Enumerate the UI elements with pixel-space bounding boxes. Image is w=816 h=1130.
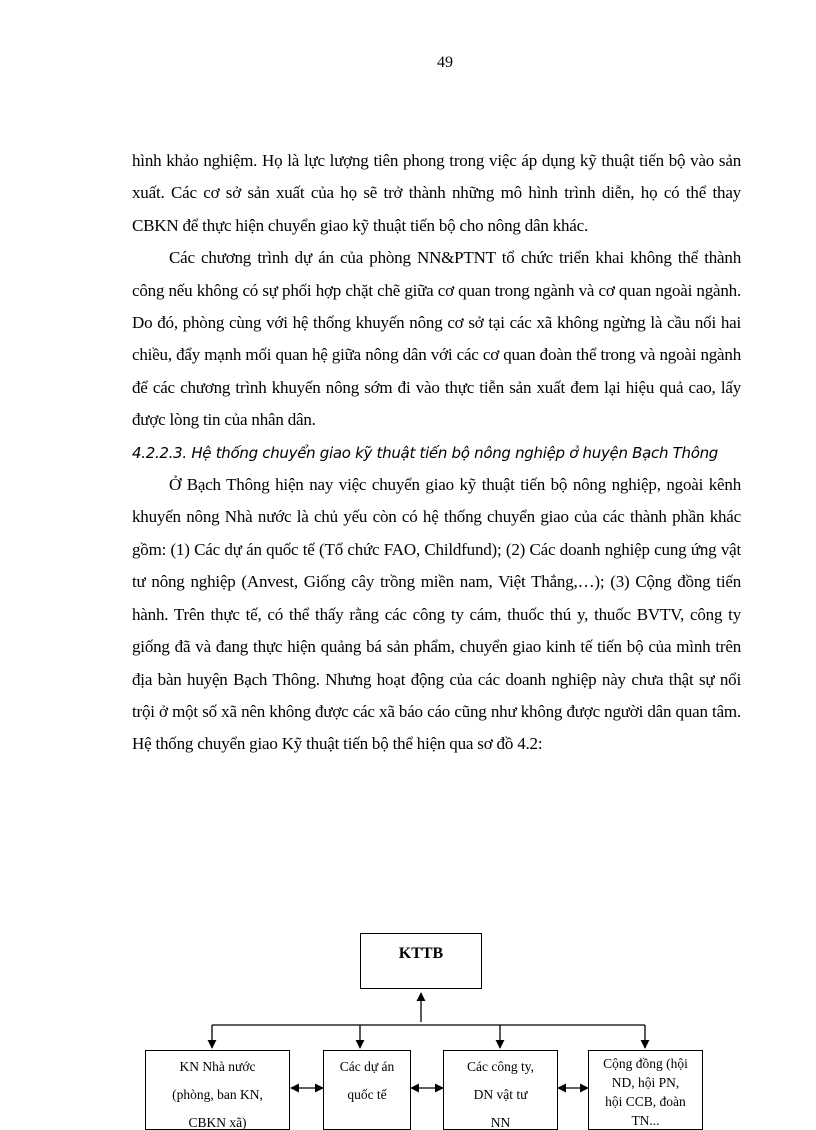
- companies-box: Các công ty, DN vật tư NN: [443, 1050, 558, 1130]
- paragraph-2: Các chương trình dự án của phòng NN&PTNT tổ chức triển khai không thể thành công nếu không có sự phối hợp chặt chẽ giữa cơ quan trong ngành và cơ quan ngoài ngành. Do đó, phòng cùng với hệ thống khuyến nông cơ sở tại các xã không ngừng là cầu nối hai chiều, đẩy mạnh mối quan hệ giữa nông dân với các cơ quan đoàn thể trong và ngoài ngành để các chương trình khuyến nông sớm đi vào thực tiễn sản xuất đem lại hiệu quả cao, lấy được lòng tin của nhân dân.: [132, 248, 741, 430]
- community-box: Cộng đồng (hội ND, hội PN, hội CCB, đoàn TN...: [588, 1050, 703, 1130]
- kttb-box: KTTB: [360, 933, 482, 989]
- page-number: 49: [437, 54, 453, 71]
- section-heading: 4.2.2.3. Hệ thống chuyển giao kỹ thuật tiến bộ nông nghiệp ở huyện Bạch Thông: [132, 443, 719, 462]
- international-projects-box: Các dự án quốc tế: [323, 1050, 411, 1130]
- state-extension-box: KN Nhà nước (phòng, ban KN, CBKN xã): [145, 1050, 290, 1130]
- paragraph-3: Ở Bạch Thông hiện nay việc chuyển giao kỹ thuật tiến bộ nông nghiệp, ngoài kênh khuyến nông Nhà nước là chủ yếu còn có hệ thống chuyển giao của các thành phần khác gồm: (1) Các dự án quốc tế (Tổ chức FAO, Childfund); (2) Các doanh nghiệp cung ứng vật tư nông nghiệp (Anvest, Giống cây trồng miền nam, Việt Thắng,…); (3) Cộng đồng tiến hành. Trên thực tế, có thể thấy rằng các công ty cám, thuốc thú y, thuốc BVTV, công ty giống đã và đang thực hiện quảng bá sản phẩm, chuyển giao kinh tế tiến bộ của mình trên địa bàn huyện Bạch Thông. Nhưng hoạt động của các doanh nghiệp này chưa thật sự nổi trội ở một số xã nên không được các xã báo cáo cũng như không được người dân quan tâm. Hệ thống chuyển giao Kỹ thuật tiến bộ thể hiện qua sơ đồ 4.2:: [132, 475, 741, 754]
- paragraph-1: hình khảo nghiệm. Họ là lực lượng tiên phong trong việc áp dụng kỹ thuật tiến bộ vào sản xuất. Các cơ sở sản xuất của họ sẽ trở thành những mô hình trình diễn, họ có thể thay CBKN để thực hiện chuyển giao kỹ thuật tiến bộ cho nông dân khác.: [132, 151, 741, 235]
